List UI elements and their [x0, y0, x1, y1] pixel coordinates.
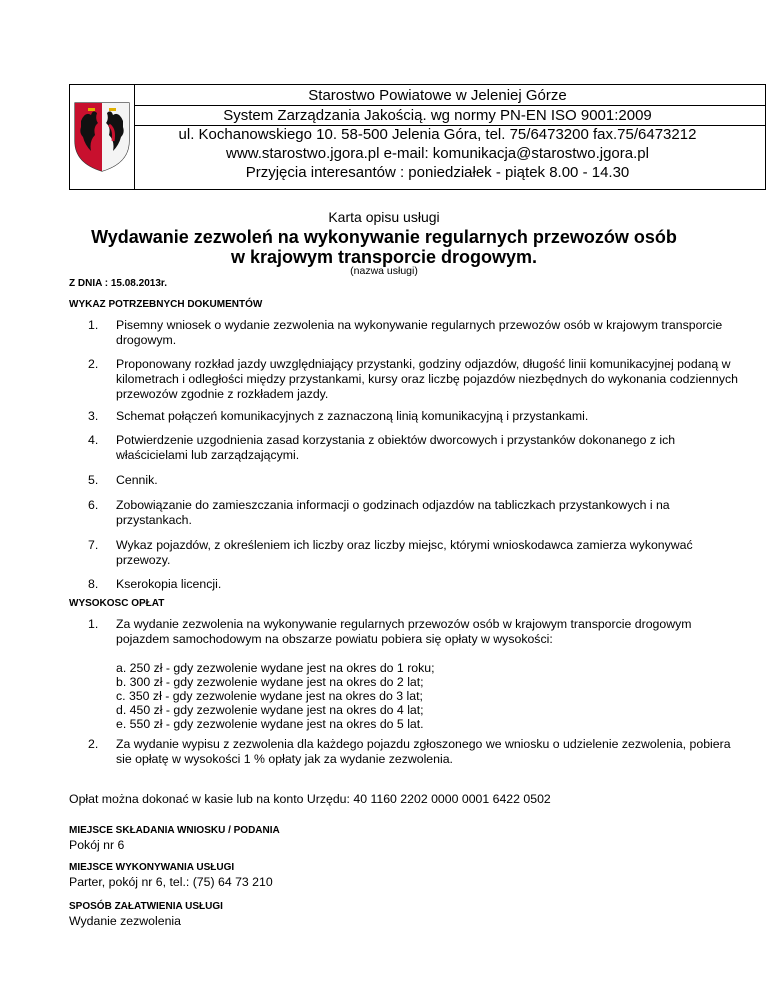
list-item-number: 1.: [88, 318, 99, 332]
fee-subitem: a. 250 zł - gdy zezwolenie wydane jest na okres do 1 roku;: [116, 661, 435, 675]
issue-date: Z DNIA : 15.08.2013r.: [69, 278, 168, 289]
list-item: [88, 357, 738, 402]
list-item: [88, 538, 738, 568]
list-item: [88, 498, 738, 528]
office-name: Starostwo Powiatowe w Jeleniej Górze: [308, 87, 567, 104]
list-item-text: Zobowiązanie do zamieszczania informacji o godzinach odjazdów na tabliczkach przystankowych i na przystankach.: [116, 498, 670, 527]
card-subtitle: Karta opisu usługi: [328, 209, 440, 225]
fee-item-text: Za wydanie wypisu z zezwolenia dla każdego pojazdu zgłoszonego we wniosku o udzielenie zezwolenia, pobiera sie opłatę w wysokości 1 % opłaty jak za wydanie zezwolenia.: [116, 737, 731, 766]
list-item-text: Schemat połączeń komunikacyjnych z zaznaczoną linią komunikacyjną i przystankami.: [116, 409, 589, 423]
fee-subitem: e. 550 zł - gdy zezwolenie wydane jest na okres do 5 lat.: [116, 717, 424, 731]
list-item: [88, 473, 738, 488]
list-item-number: 8.: [88, 577, 99, 591]
list-item-text: Wykaz pojazdów, z określeniem ich liczby oraz liczby miejsc, którymi wnioskodawca zamierza wykonywać przewozy.: [116, 538, 693, 567]
fee-item: [88, 617, 738, 647]
list-item: [88, 318, 738, 348]
header-box: [69, 84, 766, 190]
service-name-note: (nazwa usługi): [350, 265, 418, 277]
list-item-number: 1.: [88, 617, 99, 631]
list-item-text: Proponowany rozkład jazdy uwzględniający przystanki, godziny odjazdów, długość linii komunikacyjnej podaną w kilometrach i odległości między przystankami, kursy oraz liczbę pojazdów niezbędnych do wykonania codziennych przewozów zgodnie z rozkładem jazdy.: [116, 357, 738, 401]
submit-place-heading: MIEJSCE SKŁADANIA WNIOSKU / PODANIA: [69, 825, 280, 836]
fee-subitem: b. 300 zł - gdy zezwolenie wydane jest na okres do 2 lat;: [116, 675, 424, 689]
list-item-number: 6.: [88, 498, 99, 512]
list-item-text: Potwierdzenie uzgodnienia zasad korzystania z obiektów dworcowych i przystanków dokonanego z ich właścicielami lub zarządzającymi.: [116, 433, 676, 462]
list-item: [88, 577, 738, 592]
office-hours: Przyjęcia interesantów : poniedziałek - piątek 8.00 - 14.30: [245, 164, 630, 181]
service-place-value: Parter, pokój nr 6, tel.: (75) 64 73 210: [69, 875, 273, 889]
payment-note: Opłat można dokonać w kasie lub na konto Urzędu: 40 1160 2202 0000 0001 6422 0502: [69, 792, 551, 806]
list-item-number: 5.: [88, 473, 99, 487]
list-item-number: 2.: [88, 357, 99, 371]
list-item-number: 3.: [88, 409, 99, 423]
list-item-text: Kserokopia licencji.: [116, 577, 222, 591]
fees-heading: WYSOKOSC OPŁAT: [69, 598, 165, 609]
list-item-text: Cennik.: [116, 473, 158, 487]
list-item: [88, 433, 738, 463]
list-item-number: 4.: [88, 433, 99, 447]
service-place-heading: MIEJSCE WYKONYWANIA USŁUGI: [69, 862, 235, 873]
list-item-text: Pisemny wniosek o wydanie zezwolenia na wykonywanie regularnych przewozów osób w krajowym transporcie drogowym.: [116, 318, 723, 347]
list-item-number: 2.: [88, 737, 99, 751]
contact-line: www.starostwo.jgora.pl e-mail: komunikacja@starostwo.jgora.pl: [226, 145, 649, 162]
address-line: ul. Kochanowskiego 10. 58-500 Jelenia Góra, tel. 75/6473200 fax.75/6473212: [178, 126, 697, 143]
documents-heading: WYKAZ POTRZEBNYCH DOKUMENTÓW: [69, 299, 263, 310]
method-heading: SPOSÓB ZAŁATWIENIA USŁUGI: [69, 901, 223, 912]
fee-item-text: Za wydanie zezwolenia na wykonywanie regularnych przewozów osób w krajowym transporcie drogowym pojazdem samochodowym na obszarze powiatu pobiera się opłaty w wysokości:: [116, 617, 692, 646]
service-title-line1: Wydawanie zezwoleń na wykonywanie regularnych przewozów osób: [91, 227, 677, 247]
list-item: [88, 409, 738, 424]
fee-subitem: c. 350 zł - gdy zezwolenie wydane jest na okres do 3 lat;: [116, 689, 423, 703]
submit-place-value: Pokój nr 6: [69, 838, 125, 852]
quality-system: System Zarządzania Jakością. wg normy PN-EN ISO 9001:2009: [223, 107, 652, 124]
fee-item: [88, 737, 738, 767]
service-title-line2: w krajowym transporcie drogowym.: [230, 247, 538, 267]
method-value: Wydanie zezwolenia: [69, 914, 181, 928]
list-item-number: 7.: [88, 538, 99, 552]
fee-subitem: d. 450 zł - gdy zezwolenie wydane jest na okres do 4 lat;: [116, 703, 424, 717]
